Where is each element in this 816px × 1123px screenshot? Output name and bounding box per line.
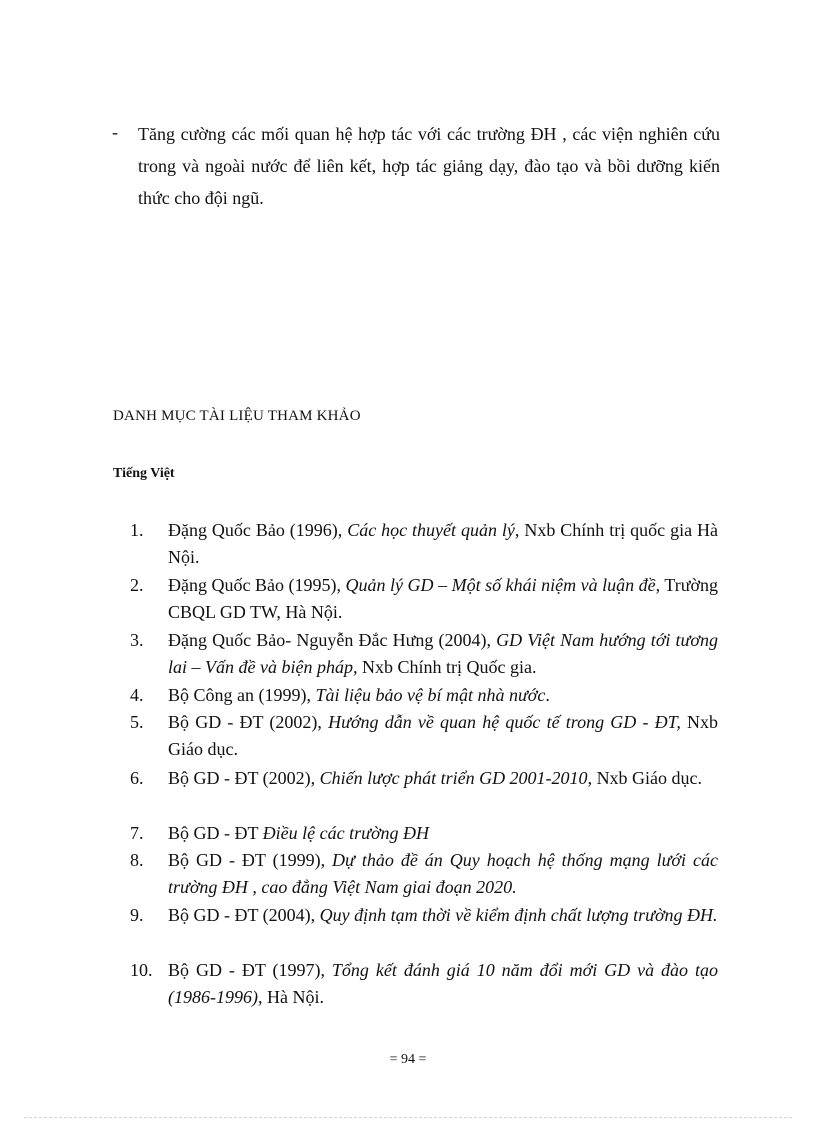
reference-text: Bộ GD - ĐT Điều lệ các trường ĐH (168, 823, 430, 843)
reference-item (0, 682, 816, 709)
reference-number: 4. (130, 685, 144, 705)
reference-item (0, 902, 816, 957)
reference-title: Dự thảo đề án Quy hoạch hệ thống mạng lưới các trường ĐH , cao đẳng Việt Nam giai đoạn 2020. (168, 850, 718, 897)
reference-title: Quản lý GD – Một số khái niệm và luận đề, (345, 575, 661, 595)
reference-number: 6. (130, 768, 144, 788)
reference-text: Bộ GD - ĐT (2004), Quy định tạm thời về kiểm định chất lượng trường ĐH. (168, 905, 718, 925)
reference-item (0, 765, 816, 820)
reference-item (0, 820, 816, 847)
reference-title: GD Việt Nam hướng tới tương lai – Vấn đề và biện pháp, (168, 630, 718, 677)
reference-text: Bộ GD - ĐT (2002), Hướng dẫn về quan hệ quốc tế trong GD - ĐT, Nxb Giáo dục. (168, 712, 719, 759)
reference-text: Đặng Quốc Bảo (1996), Các học thuyết quản lý, Nxb Chính trị quốc gia Hà Nội. (168, 520, 718, 567)
reference-text: Bộ Công an (1999), Tài liệu bảo vệ bí mật nhà nước. (168, 685, 550, 705)
subheading-language: Tiếng Việt (113, 466, 175, 481)
reference-item (0, 847, 816, 902)
reference-number: 10. (130, 960, 153, 980)
reference-title: Chiến lược phát triển GD 2001-2010 (319, 768, 588, 788)
reference-text: Đặng Quốc Bảo- Nguyễn Đắc Hưng (2004), GD Việt Nam hướng tới tương lai – Vấn đề và biện pháp, Nxb Chính trị Quốc gia. (168, 630, 718, 677)
reference-number: 7. (130, 823, 144, 843)
reference-text: Bộ GD - ĐT (1999), Dự thảo đề án Quy hoạch hệ thống mạng lưới các trường ĐH , cao đẳng Việt Nam giai đoạn 2020. (168, 850, 718, 897)
reference-title: Các học thuyết quản lý (347, 520, 515, 540)
reference-item (0, 572, 816, 627)
bullet-text: Tăng cường các mối quan hệ hợp tác với các trường ĐH , các viện nghiên cứu trong và ngoài nước để liên kết, hợp tác giảng dạy, đào tạo và bồi dưỡng kiến thức cho đội ngũ. (138, 124, 720, 208)
bullet-marker: - (112, 122, 118, 142)
reference-number: 1. (130, 520, 144, 540)
reference-list (0, 517, 816, 1012)
reference-number: 5. (130, 712, 144, 732)
reference-title: Quy định tạm thời về kiểm định chất lượng trường ĐH. (319, 905, 718, 925)
reference-item (0, 709, 816, 765)
reference-text: Bộ GD - ĐT (1997), Tổng kết đánh giá 10 năm đổi mới GD và đào tạo (1986-1996), Hà Nội. (168, 960, 718, 1007)
reference-title: Điều lệ các trường ĐH (262, 823, 430, 843)
section-title: DANH MỤC TÀI LIỆU THAM KHẢO (113, 408, 361, 424)
reference-number: 8. (130, 850, 144, 870)
page-number: = 94 = (389, 1052, 427, 1067)
reference-text: Bộ GD - ĐT (2002), Chiến lược phát triển GD 2001-2010, Nxb Giáo dục. (168, 768, 703, 788)
reference-title: Tài liệu bảo vệ bí mật nhà nước (315, 685, 546, 705)
reference-number: 2. (130, 575, 144, 595)
reference-title: Hướng dẫn về quan hệ quốc tế trong GD - ĐT, (328, 712, 681, 732)
reference-text: Đặng Quốc Bảo (1995), Quản lý GD – Một số khái niệm và luận đề, Trường CBQL GD TW, Hà Nội. (168, 575, 718, 622)
reference-number: 3. (130, 630, 144, 650)
reference-title: Tổng kết đánh giá 10 năm đổi mới GD và đào tạo (1986-1996) (168, 960, 718, 1007)
reference-item (0, 517, 816, 572)
reference-number: 9. (130, 905, 144, 925)
reference-item (0, 957, 816, 1012)
footer-divider (24, 1117, 792, 1118)
reference-item (0, 627, 816, 682)
